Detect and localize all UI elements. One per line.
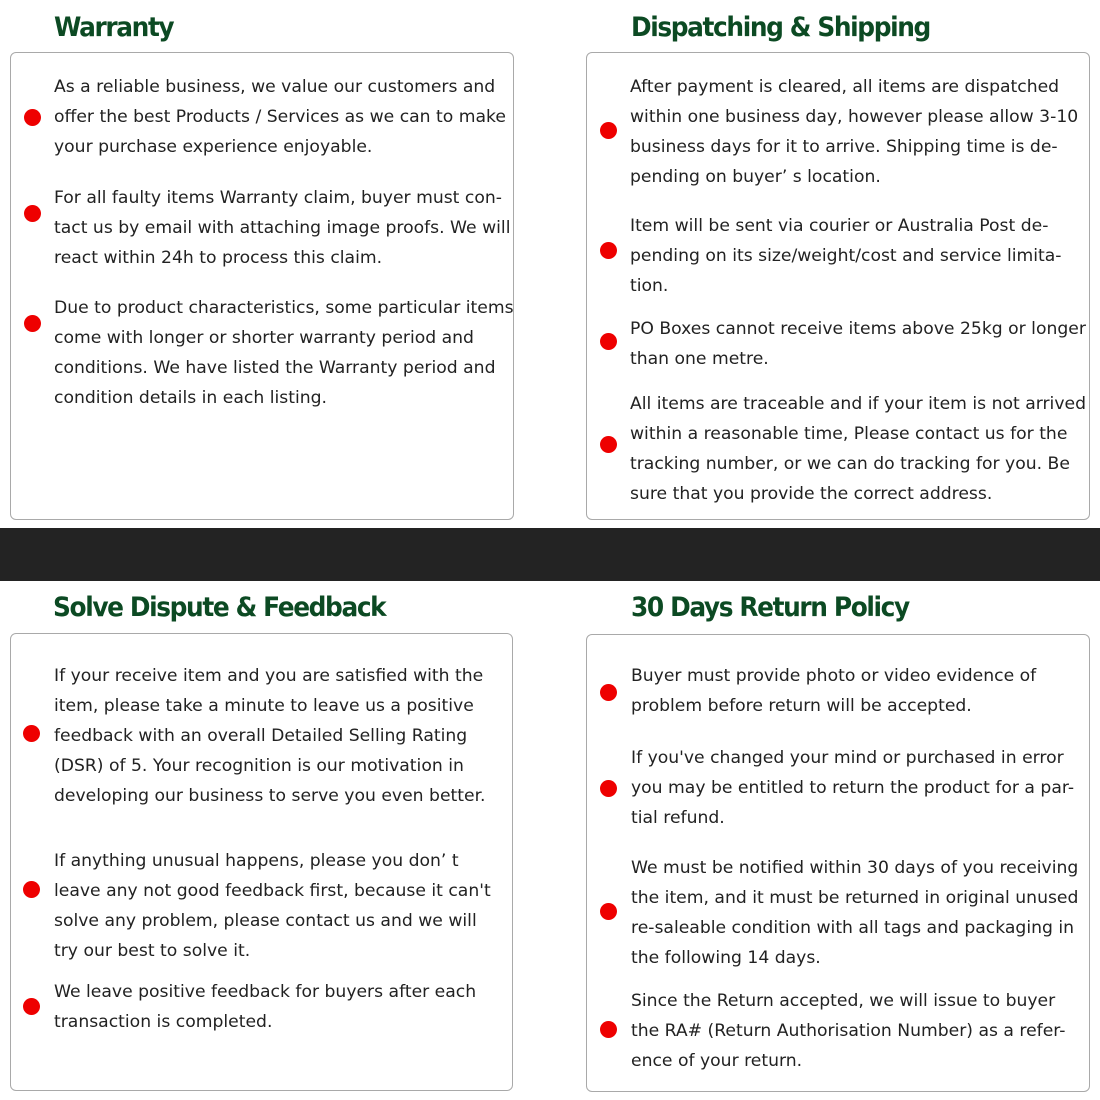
warranty-title: Warranty — [54, 12, 174, 43]
warranty-item-2-text: For all faulty items Warranty claim, buyer must con- tact us by email with attaching image proofs. We will react within 24h to process this claim. — [54, 188, 511, 268]
shipping-item-1-bullet-icon — [600, 122, 617, 139]
shipping-item-2-bullet-icon — [600, 242, 617, 259]
shipping-item-3-bullet-icon — [600, 333, 617, 350]
feedback-item-3-bullet-icon — [23, 998, 40, 1015]
warranty-item-3-text: Due to product characteristics, some particular items come with longer or shorter warranty period and conditions. We have listed the Warranty period and condition details in each listing. — [54, 298, 514, 408]
shipping-item-3-text: PO Boxes cannot receive items above 25kg or longer than one metre. — [630, 319, 1086, 369]
shipping-title: Dispatching & Shipping — [631, 12, 930, 43]
feedback-item-2-text: If anything unusual happens, please you don’ t leave any not good feedback first, because it can't solve any problem, please contact us and we will try our best to solve it. — [54, 851, 491, 961]
returns-item-2-bullet-icon — [600, 780, 617, 797]
feedback-item-1-text: If your receive item and you are satisfied with the item, please take a minute to leave us a positive feedback with an overall Detailed Selling Rating (DSR) of 5. Your recognition is our motivation in developing our business to serve you even better. — [54, 666, 486, 806]
shipping-item-4-text: All items are traceable and if your item is not arrived within a reasonable time, Please contact us for the tracking number, or we can do tracking for you. Be sure that you provide the correct address. — [630, 394, 1086, 504]
returns-item-1-text: Buyer must provide photo or video evidence of problem before return will be accepted. — [631, 666, 1037, 716]
returns-item-3-bullet-icon — [600, 903, 617, 920]
shipping-item-2-text: Item will be sent via courier or Australia Post de- pending on its size/weight/cost and service limita- tion. — [630, 216, 1062, 296]
feedback-item-1-bullet-icon — [23, 725, 40, 742]
section-divider-band — [0, 528, 1100, 581]
warranty-item-3-bullet-icon — [24, 315, 41, 332]
returns-item-1-bullet-icon — [600, 684, 617, 701]
shipping-item-4-bullet-icon — [600, 436, 617, 453]
feedback-title: Solve Dispute & Feedback — [53, 592, 386, 623]
warranty-item-1-bullet-icon — [24, 109, 41, 126]
warranty-item-1-text: As a reliable business, we value our customers and offer the best Products / Services as we can to make your purchase experience enjoyable. — [54, 77, 506, 157]
returns-item-4-text: Since the Return accepted, we will issue to buyer the RA# (Return Authorisation Number) as a refer- ence of your return. — [631, 991, 1066, 1071]
shipping-item-1-text: After payment is cleared, all items are dispatched within one business day, however please allow 3-10 business days for it to arrive. Shipping time is de- pending on buyer’ s location. — [630, 77, 1079, 187]
feedback-item-2-bullet-icon — [23, 881, 40, 898]
returns-item-4-bullet-icon — [600, 1021, 617, 1038]
returns-item-2-text: If you've changed your mind or purchased in error you may be entitled to return the product for a par- tial refund. — [631, 748, 1075, 828]
warranty-item-2-bullet-icon — [24, 205, 41, 222]
feedback-item-3-text: We leave positive feedback for buyers after each transaction is completed. — [54, 982, 477, 1032]
returns-title: 30 Days Return Policy — [631, 592, 909, 623]
returns-item-3-text: We must be notified within 30 days of you receiving the item, and it must be returned in original unused re-saleable condition with all tags and packaging in the following 14 days. — [631, 858, 1079, 968]
